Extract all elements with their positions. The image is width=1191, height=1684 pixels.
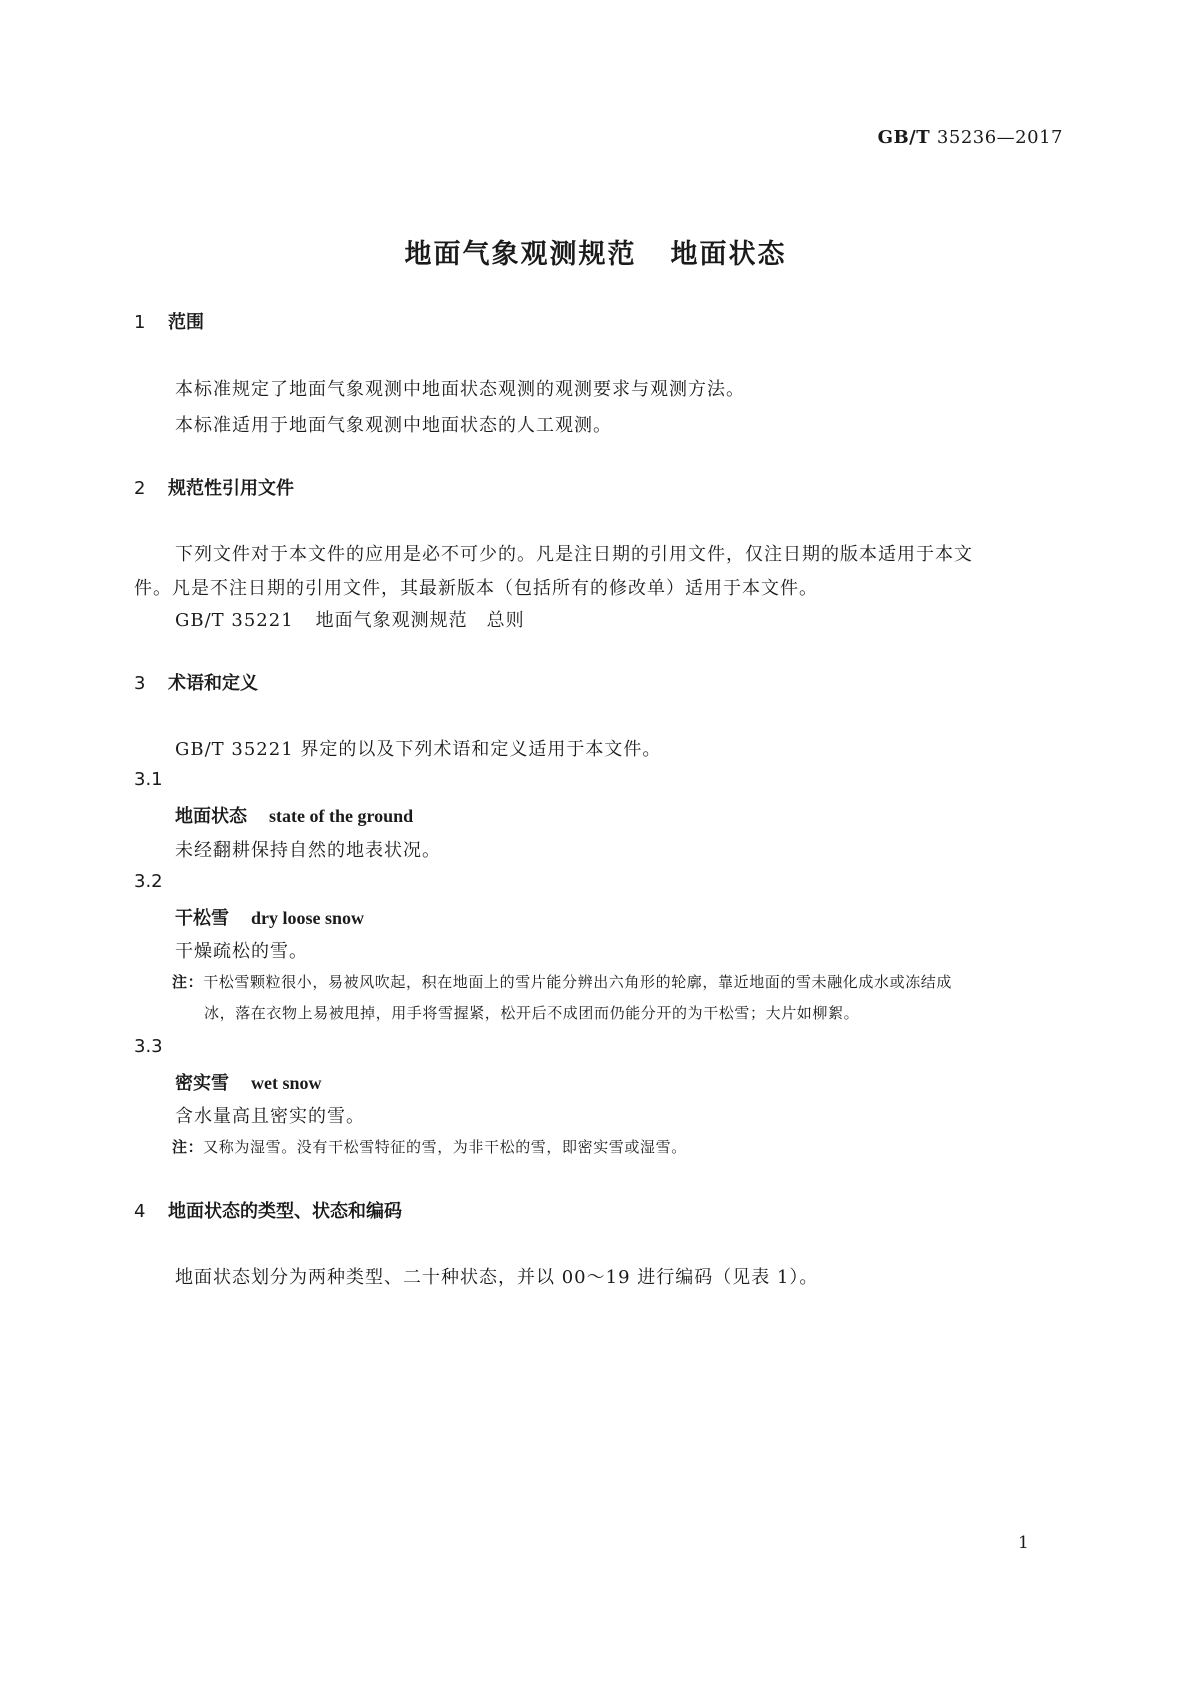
term-en: state of the ground (269, 806, 414, 826)
note-label: 注： (172, 973, 204, 991)
term-zh: 干松雪 (175, 908, 229, 929)
term-en: wet snow (251, 1073, 322, 1093)
standard-number: 35236—2017 (936, 127, 1063, 148)
term-zh: 密实雪 (175, 1073, 229, 1094)
normative-reference (175, 606, 525, 632)
section-4-paragraph: 地面状态划分为两种类型、二十种状态，并以 00～19 进行编码（见表 1）。 (175, 1267, 819, 1288)
page-number: 1 (1018, 1533, 1029, 1553)
note-text: 干松雪颗粒很小，易被风吹起，积在地面上的雪片能分辨出六角形的轮廓，靠近地面的雪未融化成水或冻结成 (203, 973, 953, 991)
title-sub: 地面状态 (670, 239, 787, 270)
term-number: 3.2 (134, 871, 163, 892)
title-main: 地面气象观测规范 (404, 239, 637, 270)
term-heading (175, 802, 413, 828)
standard-code (878, 127, 1063, 148)
note-label: 注： (172, 1138, 204, 1156)
reference-title: 地面气象观测规范 总则 (315, 610, 525, 631)
section-4-heading: 4 地面状态的类型、状态和编码 (134, 1201, 402, 1222)
section-2-paragraph-line-1: 下列文件对于本文件的应用是必不可少的。凡是注日期的引用文件，仅注日期的版本适用于本文 (175, 544, 973, 565)
term-note (172, 1136, 687, 1157)
section-2-paragraph-line-2: 件。凡是不注日期的引用文件，其最新版本（包括所有的修改单）适用于本文件。 (134, 578, 818, 599)
section-1-heading: 1 范围 (134, 312, 204, 333)
section-3-intro: GB/T 35221 界定的以及下列术语和定义适用于本文件。 (175, 739, 662, 760)
term-heading (175, 904, 364, 930)
term-definition: 未经翻耕保持自然的地表状况。 (175, 840, 441, 861)
term-en: dry loose snow (251, 908, 365, 928)
term-definition: 含水量高且密实的雪。 (175, 1106, 365, 1127)
section-2-heading: 2 规范性引用文件 (134, 478, 294, 499)
term-heading (175, 1069, 322, 1095)
term-number: 3.1 (134, 769, 163, 790)
term-zh: 地面状态 (175, 806, 247, 827)
term-definition: 干燥疏松的雪。 (175, 941, 308, 962)
term-note (172, 971, 952, 992)
term-number: 3.3 (134, 1036, 163, 1057)
term-note-continued: 冰，落在衣物上易被甩掉，用手将雪握紧，松开后不成团而仍能分开的为干松雪；大片如柳絮。 (204, 1004, 860, 1022)
section-1-paragraph-2: 本标准适用于地面气象观测中地面状态的人工观测。 (175, 415, 612, 436)
reference-code: GB/T 35221 (175, 610, 294, 631)
section-1-paragraph-1: 本标准规定了地面气象观测中地面状态观测的观测要求与观测方法。 (175, 379, 745, 400)
section-3-heading: 3 术语和定义 (134, 673, 258, 694)
standard-prefix: GB/T (877, 127, 931, 148)
note-text: 又称为湿雪。没有干松雪特征的雪，为非干松的雪，即密实雪或湿雪。 (203, 1138, 687, 1156)
document-title (0, 232, 1191, 271)
